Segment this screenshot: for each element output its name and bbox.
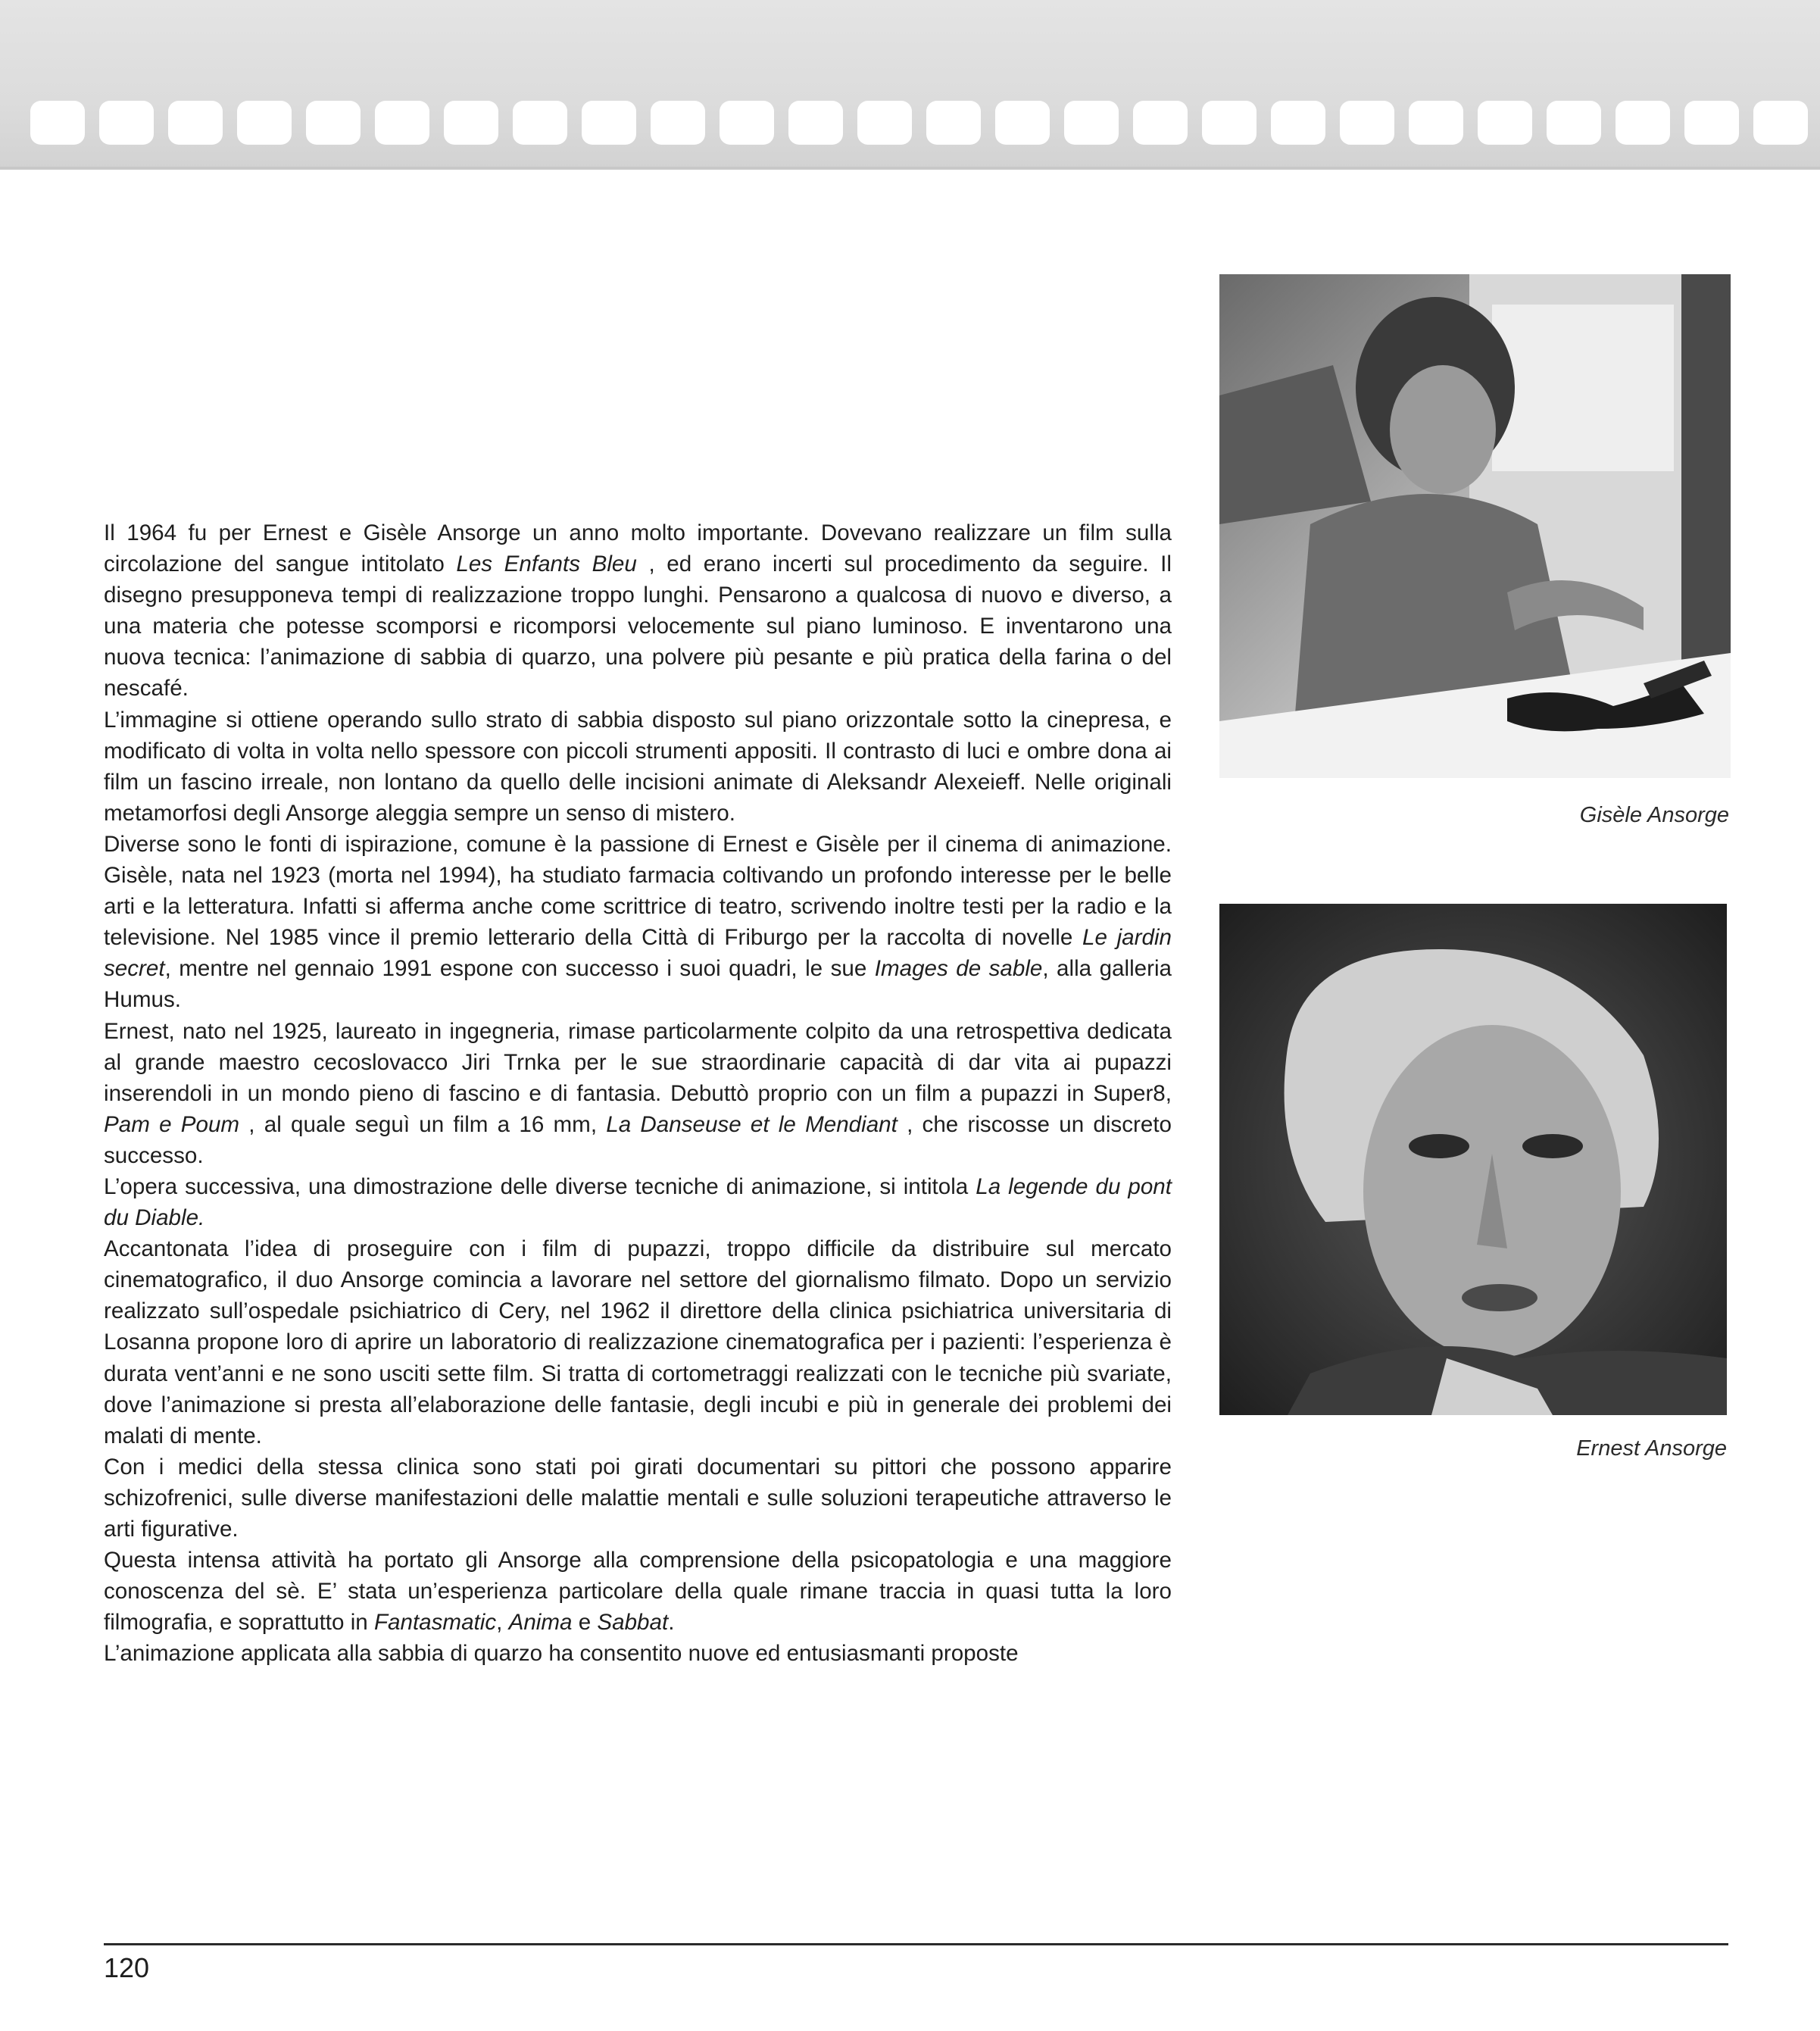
- film-title: Sabbat: [597, 1610, 669, 1636]
- paragraph: Accantonata l’idea di proseguire con i film di pupazzi, troppo difficile da distribuire sul mercato cinematografico, il duo Ansorge comincia a lavorare nel settore del giornalismo filmato. Dopo un servizio realizzato sull’ospedale psichiatrico di Cery, nel 1962 il direttore della clinica psichiatrica universitaria di Losanna propone loro di aprire un laboratorio di realizzazione cinematografica per i pazienti: l’esperienza è durata vent’anni e ne sono usciti sette film. Si tratta di cortometraggi realizzati con le tecniche più svariate, dove l’animazione si presta all’elaborazione delle fantasie, degli incubi e più in generale dei problemi dei malati di mente.: [104, 1236, 1172, 1448]
- text-run: Questa intensa attività ha portato gli Ansorge alla comprensione della psicopatologia e una maggiore conoscenza del sè. E’ stata un’esperienza particolare della quale rimane traccia in quasi tutta la loro filmografia, e soprattutto in: [104, 1548, 1172, 1636]
- film-perforation: [857, 101, 912, 145]
- film-title: Fantasmatic: [373, 1610, 497, 1636]
- film-perforation: [1684, 101, 1739, 145]
- film-perforation: [168, 101, 223, 145]
- film-perforation: [306, 101, 361, 145]
- film-perforation: [995, 101, 1050, 145]
- photo-gisele-ansorge: [1219, 274, 1731, 778]
- film-perforation: [1064, 101, 1119, 145]
- book-title: Le jardin secret: [104, 925, 1172, 982]
- photo-caption: Gisèle Ansorge: [1579, 803, 1729, 827]
- film-strip-header: [0, 0, 1820, 170]
- exhibition-title: Images de sable: [874, 956, 1043, 982]
- film-perforation: [1340, 101, 1394, 145]
- paragraph: [104, 1171, 1172, 1233]
- film-title: La legende du pont du Diable.: [104, 1173, 1172, 1231]
- film-perforation: [926, 101, 981, 145]
- text-run: , alla galleria Humus.: [104, 956, 1172, 1013]
- paragraph: [104, 1016, 1172, 1171]
- paragraph: [104, 829, 1172, 1016]
- photo-caption: Ernest Ansorge: [1576, 1436, 1727, 1461]
- film-title: Les Enfants Bleu: [456, 551, 637, 577]
- film-perforation: [444, 101, 498, 145]
- film-perforation: [30, 101, 85, 145]
- text-run: Ernest, nato nel 1925, laureato in ingegneria, rimase particolarmente colpito da una retrospettiva dedicata al grande maestro cecoslovacco Jiri Trnka per le sue straordinarie capacità di dar vita ai pupazzi inserendoli in un mondo pieno di fascino e di fantasia. Debuttò proprio con un film a pupazzi in Super8,: [104, 1018, 1172, 1106]
- film-title: Pam e Poum: [104, 1111, 240, 1137]
- film-perforation: [513, 101, 567, 145]
- paragraph: L’immagine si ottiene operando sullo strato di sabbia disposto sul piano orizzontale sotto la cinepresa, e modificato di volta in volta nello spessore con piccoli strumenti appositi. Il contrasto di luci e ombre dona ai film un fascino irreale, non lontano da quello delle incisioni animate di Aleksandr Alexeieff. Nelle originali metamorfosi degli Ansorge aleggia sempre un senso di mistero.: [104, 707, 1172, 826]
- paragraph: [104, 517, 1172, 705]
- film-perforation: [1271, 101, 1325, 145]
- paragraph: Con i medici della stessa clinica sono stati poi girati documentari su pittori che possono apparire schizofrenici, sulle diverse manifestazioni delle malattie mentali e sulle soluzioni terapeutiche attraverso le arti figurative.: [104, 1454, 1172, 1542]
- film-perforation: [1409, 101, 1463, 145]
- text-run: ,: [496, 1610, 509, 1636]
- film-perforation: [1753, 101, 1808, 145]
- film-perforation: [651, 101, 705, 145]
- film-perforation: [720, 101, 774, 145]
- photo-ernest-illustration: [1219, 904, 1727, 1415]
- text-run: e: [572, 1610, 598, 1636]
- text-run: , al quale seguì un film a 16 mm,: [239, 1111, 607, 1137]
- film-perforation: [788, 101, 843, 145]
- film-perforation: [1616, 101, 1670, 145]
- text-run: , ed erano incerti sul procedimento da seguire. Il disegno presupponeva tempi di realizzazione troppo lunghi. Pensarono a qualcosa di nuovo e diverso, a una materia che potesse scomporsi e ricomporsi velocemente sul piano luminoso. E inventarono una nuova tecnica: l’animazione di sabbia di quarzo, una polvere più pesante e più pratica della farina o del nescafé.: [104, 551, 1172, 701]
- article-body: [104, 517, 1172, 1669]
- photo-gisele-illustration: [1219, 274, 1731, 778]
- film-perforation: [237, 101, 292, 145]
- text-run: .: [668, 1610, 675, 1636]
- paragraph: [104, 1545, 1172, 1638]
- text-run: , mentre nel gennaio 1991 espone con successo i suoi quadri, le sue: [164, 956, 875, 982]
- film-perforation: [582, 101, 636, 145]
- paragraph: L’animazione applicata alla sabbia di quarzo ha consentito nuove ed entusiasmanti proposte: [104, 1641, 1019, 1667]
- film-perforation: [1202, 101, 1257, 145]
- film-perforation: [1547, 101, 1601, 145]
- film-title: La Danseuse et le Mendiant: [606, 1111, 898, 1137]
- text-run: Il 1964 fu per Ernest e Gisèle Ansorge un anno molto importante. Dovevano realizzare un film sulla circolazione del sangue intitolato: [104, 520, 1172, 577]
- text-run: , che riscosse un discreto successo.: [104, 1111, 1172, 1168]
- film-perforation: [1133, 101, 1188, 145]
- film-perforation: [1478, 101, 1532, 145]
- text-run: L’opera successiva, una dimostrazione delle diverse tecniche di animazione, si intitola: [104, 1173, 976, 1199]
- film-title: Anima: [508, 1610, 573, 1636]
- footer-divider: [104, 1943, 1728, 1945]
- photo-ernest-ansorge: [1219, 904, 1727, 1415]
- film-perforation: [375, 101, 429, 145]
- page-number: 120: [104, 1952, 150, 1983]
- film-perforation: [99, 101, 154, 145]
- text-run: Diverse sono le fonti di ispirazione, comune è la passione di Ernest e Gisèle per il cinema di animazione. Gisèle, nata nel 1923 (morta nel 1994), ha studiato farmacia coltivando un profondo interesse per le belle arti e la letteratura. Infatti si afferma anche come scrittrice di teatro, scrivendo inoltre testi per la radio e la televisione. Nel 1985 vince il premio letterario della Città di Friburgo per la raccolta di novelle: [104, 831, 1172, 951]
